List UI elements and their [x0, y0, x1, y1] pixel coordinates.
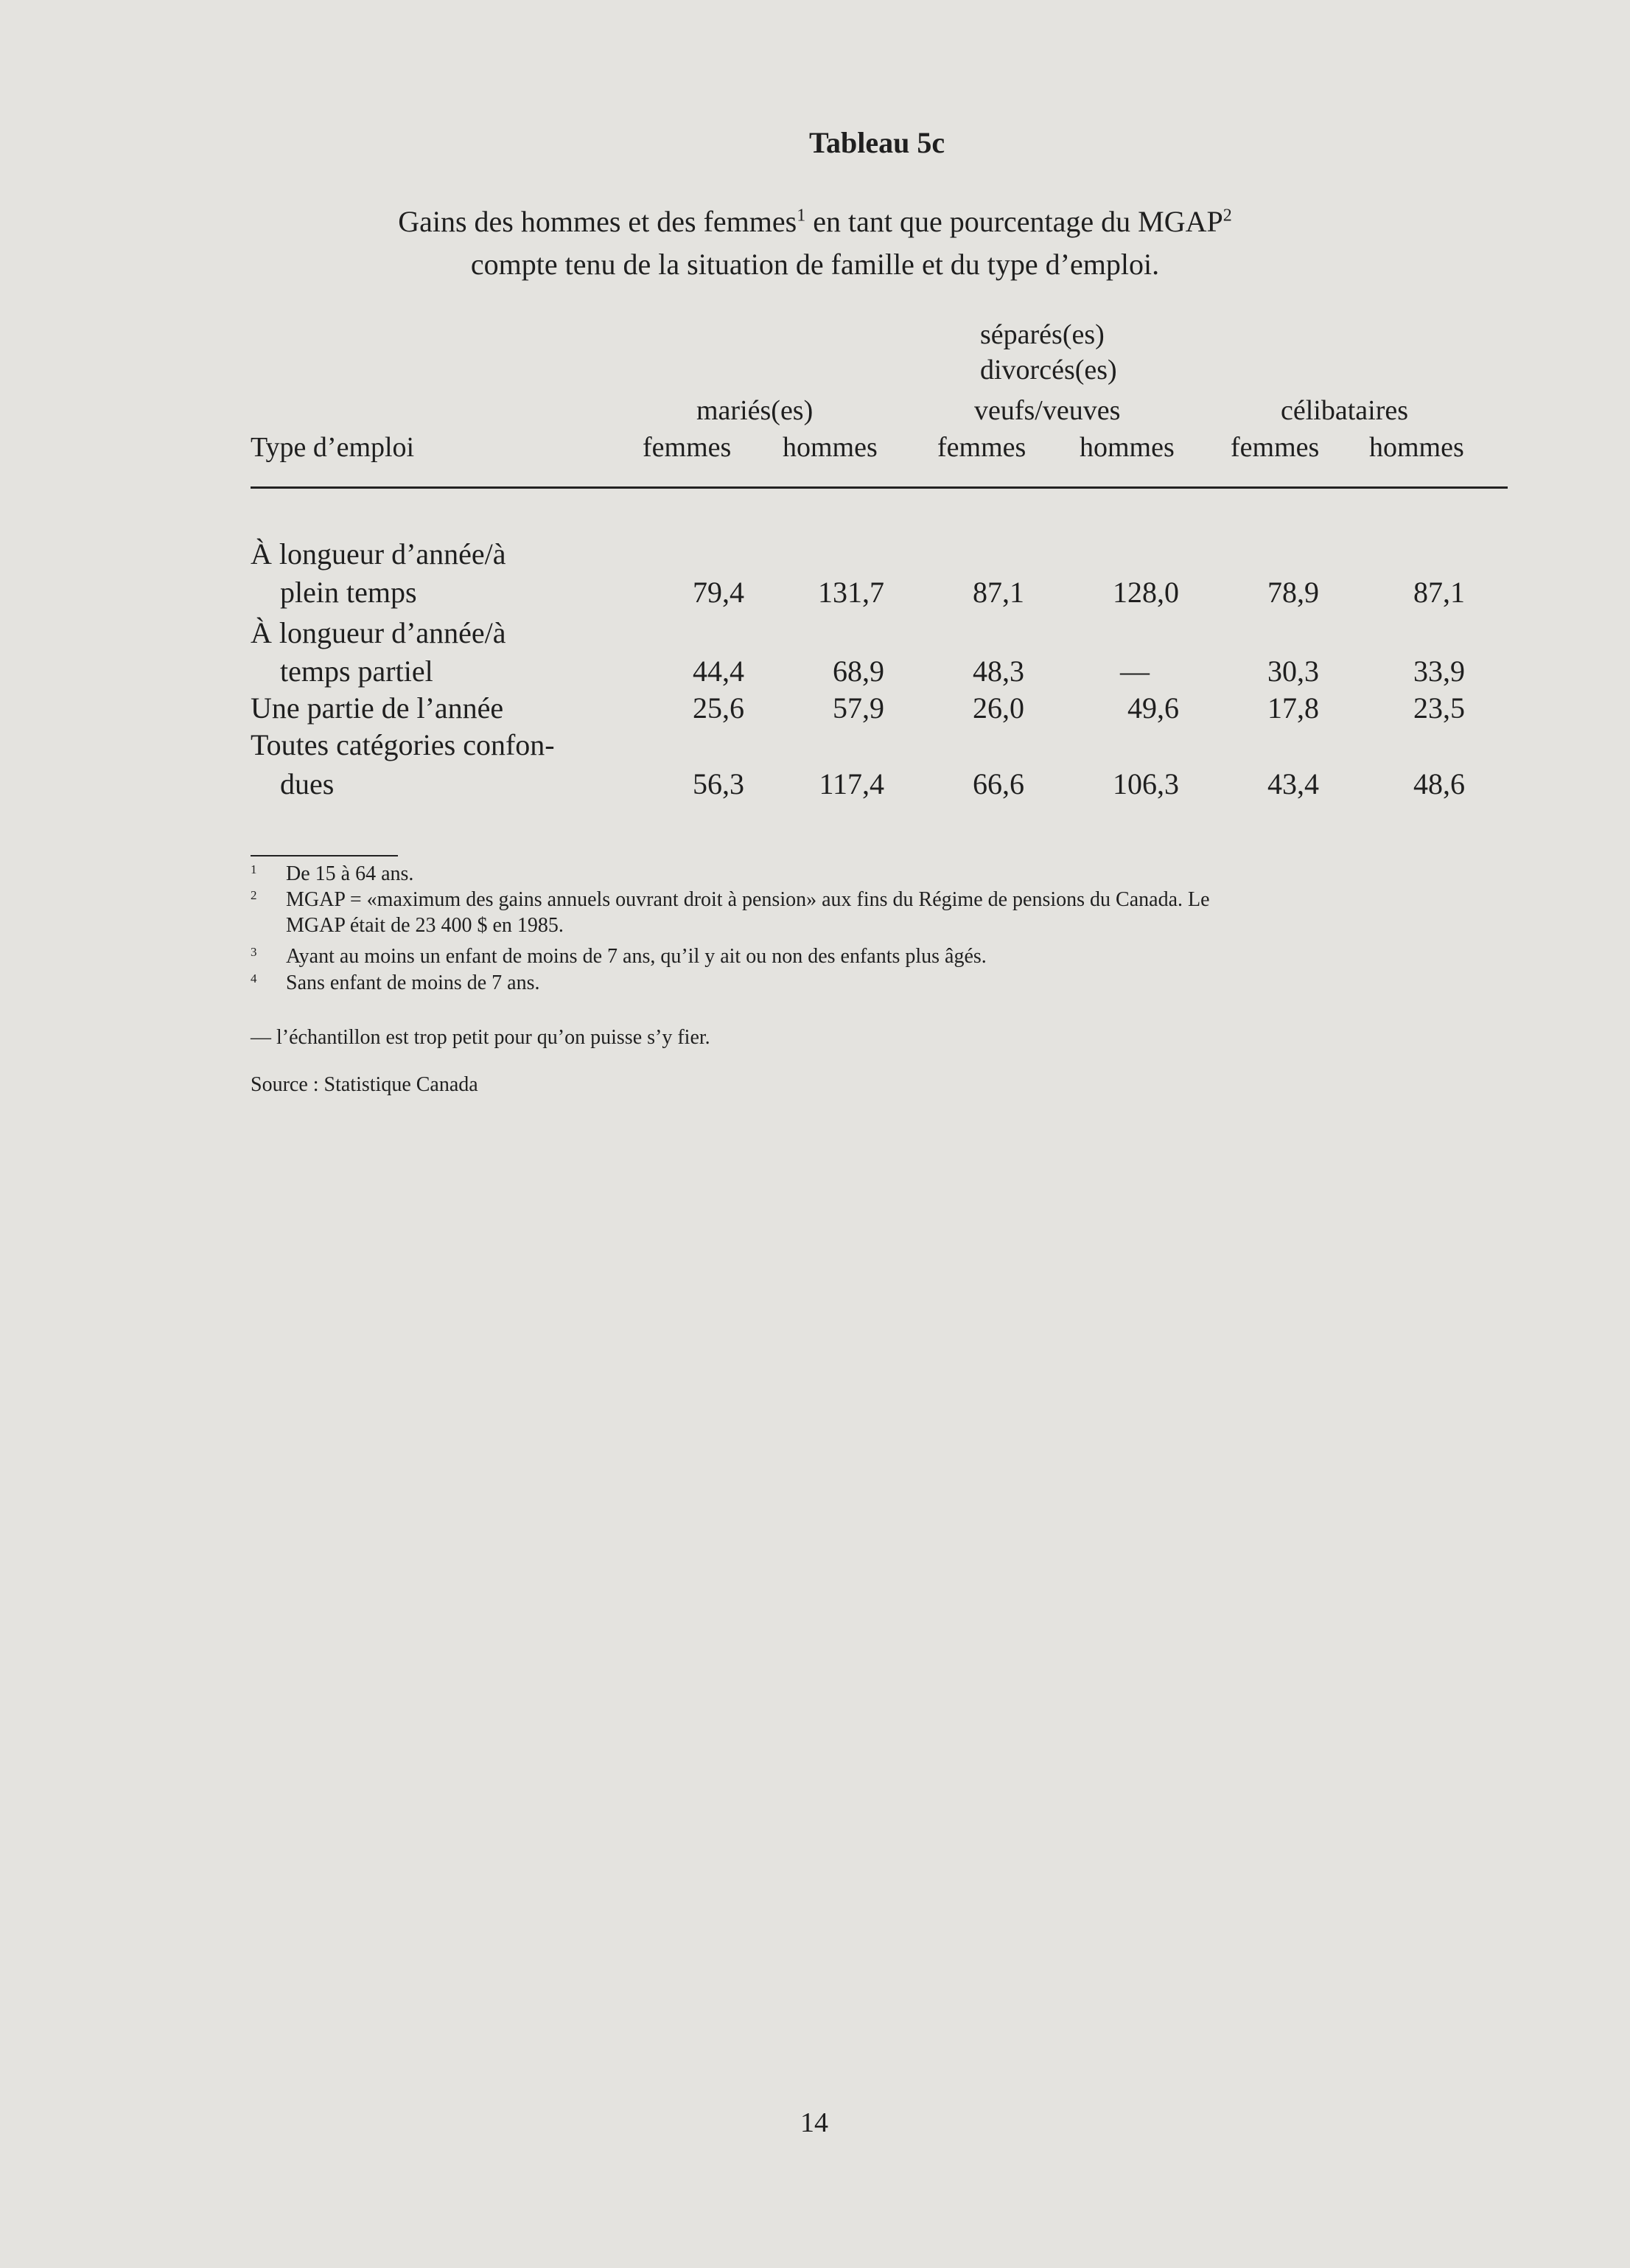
table-cell: 117,4: [819, 767, 884, 800]
row-label: Toutes catégories confon-: [251, 728, 555, 761]
header-divorces: divorcés(es): [980, 355, 1117, 385]
table-cell: 87,1: [973, 576, 1024, 609]
footnote-mark: 4: [251, 971, 257, 985]
footnote-text: Sans enfant de moins de 7 ans.: [286, 971, 540, 994]
footnote-mark: 2: [251, 888, 257, 902]
col-header-femmes-maries: femmes: [643, 432, 732, 463]
footnote-text-cont: MGAP était de 23 400 $ en 1985.: [286, 914, 564, 937]
subtitle-line-2: compte tenu de la situation de famille et du type d’emploi.: [470, 248, 1160, 281]
footnote-mark: 1: [251, 862, 257, 876]
table-cell: 48,3: [973, 655, 1024, 688]
subtitle-footnote-1: 1: [797, 206, 806, 226]
table-cell: 17,8: [1267, 691, 1319, 725]
col-header-hommes-separes: hommes: [1080, 432, 1175, 463]
table-subtitle: [299, 200, 1331, 286]
row-label: Une partie de l’année: [251, 691, 504, 725]
row-label-cont: dues: [280, 767, 335, 800]
source-note: Source : Statistique Canada: [251, 1073, 478, 1096]
table-cell: 87,1: [1413, 576, 1465, 609]
table-cell: 25,6: [693, 691, 744, 725]
table-cell: 57,9: [833, 691, 884, 725]
table-cell-dash: —: [1120, 655, 1150, 688]
table-cell: 26,0: [973, 691, 1024, 725]
col-header-hommes-maries: hommes: [783, 432, 878, 463]
page-number: 14: [800, 2107, 828, 2138]
row-label: À longueur d’année/à: [251, 537, 506, 571]
table-cell: 78,9: [1267, 576, 1319, 609]
header-celibataires: célibataires: [1281, 395, 1409, 426]
table-cell: 49,6: [1127, 691, 1179, 725]
row-label: À longueur d’année/à: [251, 616, 506, 649]
subtitle-text-1: Gains des hommes et des femmes: [398, 205, 797, 238]
table-cell: 30,3: [1267, 655, 1319, 688]
header-rule: [251, 486, 1508, 489]
table-cell: 131,7: [818, 576, 884, 609]
subtitle-text-2: en tant que pourcentage du MGAP: [805, 205, 1223, 238]
dash-note: — l’échantillon est trop petit pour qu’on puisse s’y fier.: [251, 1026, 710, 1049]
row-label-cont: plein temps: [280, 576, 417, 609]
header-type-emploi: Type d’emploi: [251, 432, 415, 463]
table-cell: 56,3: [693, 767, 744, 800]
col-header-femmes-celibataires: femmes: [1231, 432, 1320, 463]
footnote-text: Ayant au moins un enfant de moins de 7 ans, qu’il y ait ou non des enfants plus âgés.: [286, 945, 987, 968]
footnote-rule: [251, 855, 398, 856]
row-label-cont: temps partiel: [280, 655, 433, 688]
subtitle-footnote-2: 2: [1222, 206, 1232, 226]
table-cell: 43,4: [1267, 767, 1319, 800]
header-maries: mariés(es): [696, 395, 814, 426]
table-cell: 48,6: [1413, 767, 1465, 800]
table-cell: 33,9: [1413, 655, 1465, 688]
footnote-mark: 3: [251, 945, 257, 959]
table-cell: 106,3: [1113, 767, 1179, 800]
table-cell: 23,5: [1413, 691, 1465, 725]
table-cell: 68,9: [833, 655, 884, 688]
col-header-hommes-celibataires: hommes: [1369, 432, 1464, 463]
table-cell: 44,4: [693, 655, 744, 688]
footnote-text: MGAP = «maximum des gains annuels ouvrant droit à pension» aux fins du Régime de pensions du Canada. Le: [286, 888, 1210, 911]
col-header-femmes-separes: femmes: [937, 432, 1026, 463]
table-cell: 66,6: [973, 767, 1024, 800]
table-cell: 79,4: [693, 576, 744, 609]
table-title: Tableau 5c: [809, 126, 945, 159]
header-veufs: veufs/veuves: [974, 395, 1121, 426]
table-cell: 128,0: [1113, 576, 1179, 609]
header-separes: séparés(es): [980, 319, 1105, 350]
footnote-text: De 15 à 64 ans.: [286, 862, 414, 885]
